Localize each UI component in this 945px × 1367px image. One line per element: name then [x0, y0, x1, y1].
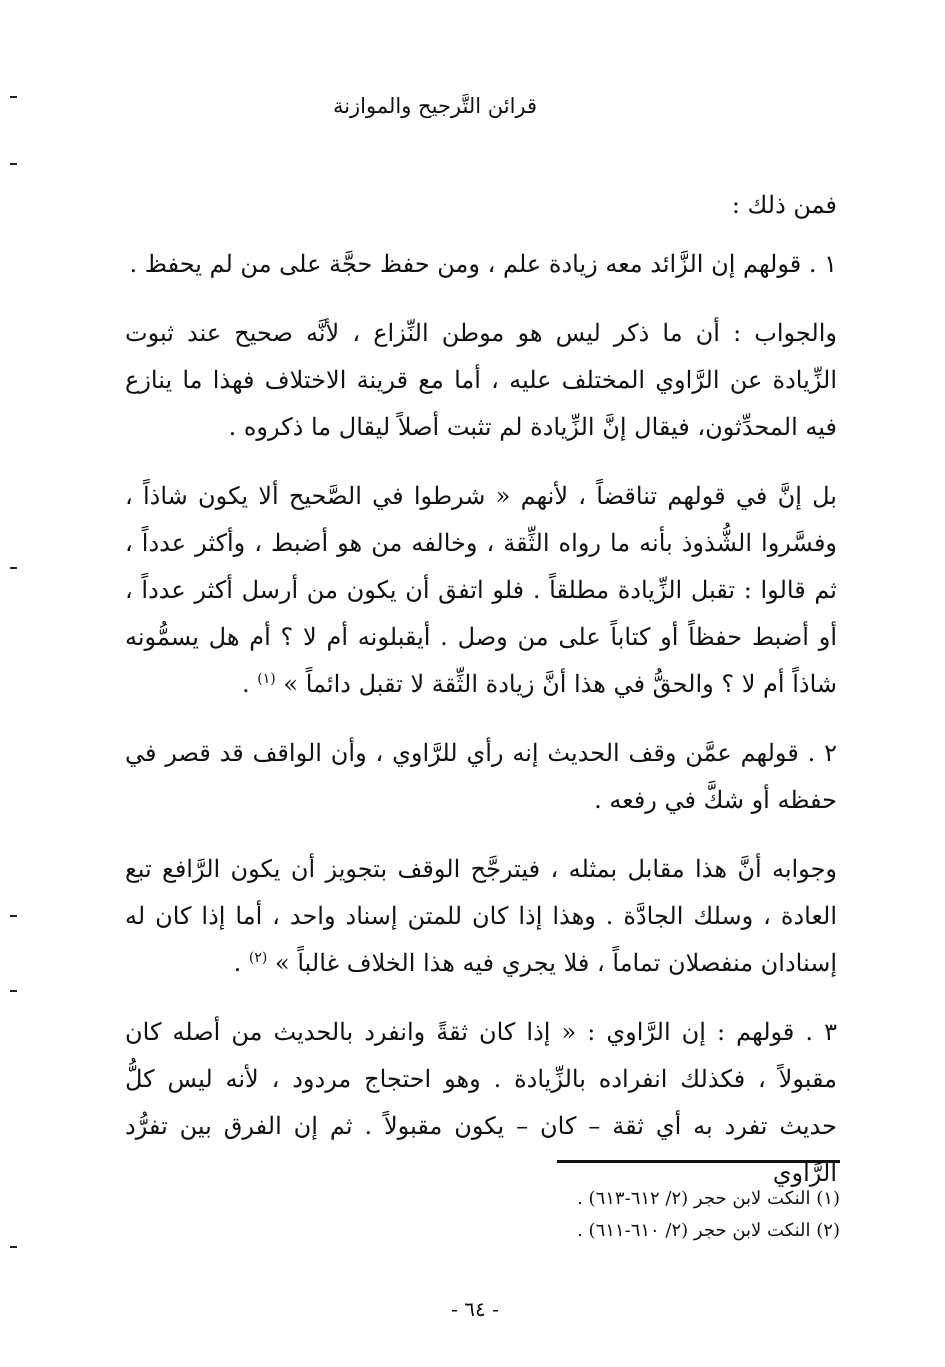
- footnote-1: (١) النكت لابن حجر (٢/ ٦١٢-٦١٣) .: [577, 1188, 840, 1209]
- paragraph-2: والجواب : أن ما ذكر ليس هو موطن النِّزاع ، لأنَّه صحيح عند ثبوت الزِّيادة عن الرَّاوي المختلف عليه ، أما مع قرينة الاختلاف فهذا ما ينازع فيه المحدِّثون، فيقال إنَّ الزِّيادة لم تثبت أصلاً ليقال ما ذكروه .: [125, 319, 837, 441]
- footnote-ref-2: (٢): [248, 950, 268, 966]
- intro-line: فمن ذلك :: [731, 191, 837, 219]
- paragraph-5: [125, 846, 837, 987]
- margin-mark: [10, 567, 17, 569]
- page-number: - ٦٤ -: [451, 1297, 499, 1321]
- paragraph-4: ٢ . قولهم عمَّن وقف الحديث إنه رأي للرَّاوي ، وأن الواقف قد قصر في حفظه أو شكَّ في رفعه .: [125, 739, 837, 814]
- margin-mark: [10, 96, 17, 98]
- running-header: قرائن التَّرجيح والموازنة: [332, 94, 538, 118]
- paragraph-6: ٣ . قولهم : إن الرَّاوي : « إذا كان ثقةً وانفرد بالحديث من أصله كان مقبولاً ، فكذلك انفراده بالزِّيادة . وهو احتجاج مردود ، لأنه ليس كلُّ حديث تفرد به أي ثقة – كان – يكون مقبولاً . ثم إن الفرق بين تفرُّد الرَّاوي: [125, 1018, 837, 1187]
- paragraph-1: ١ . قولهم إن الزَّائد معه زيادة علم ، ومن حفظ حجَّة على من لم يحفظ .: [129, 250, 837, 278]
- margin-mark: [10, 163, 17, 165]
- paragraph-5-end: .: [233, 949, 242, 977]
- main-text: [125, 182, 837, 1219]
- paragraph-3: [125, 473, 837, 708]
- paragraph-5-text: وجوابه أنَّ هذا مقابل بمثله ، فيترجَّح الوقف بتجويز أن يكون الرَّافع تبع العادة ، وسلك الجادَّة . وهذا إذا كان للمتن إسناد واحد ، أما إذا كان له إسنادان منفصلان تماماً ، فلا يجري فيه هذا الخلاف غالباً »: [125, 855, 837, 977]
- footnotes: [300, 1183, 840, 1247]
- paragraph-3-text: بل إنَّ في قولهم تناقضاً ، لأنهم « شرطوا في الصَّحيح ألا يكون شاذاً ، وفسَّروا الشُّذوذ بأنه ما رواه الثِّقة ، وخالفه من هو أضبط ، وأكثر عدداً ، ثم قالوا : تقبل الزِّيادة مطلقاً . فلو اتفق أن يكون من أرسل أكثر عدداً ، أو أضبط حفظاً أو كتاباً على من وصل . أيقبلونه أم لا ؟ أم هل يسمُّونه شاذاً أم لا ؟ والحقُّ في هذا أنَّ زيادة الثِّقة لا تقبل دائماً »: [125, 482, 837, 698]
- footnote-2: (٢) النكت لابن حجر (٢/ ٦١٠-٦١١) .: [577, 1220, 840, 1241]
- footnote-separator: [557, 1160, 840, 1163]
- margin-mark: [10, 990, 17, 992]
- footnote-ref-1: (١): [257, 671, 276, 687]
- margin-mark: [10, 1246, 17, 1248]
- paragraph-3-end: .: [242, 670, 250, 698]
- margin-mark: [10, 915, 17, 917]
